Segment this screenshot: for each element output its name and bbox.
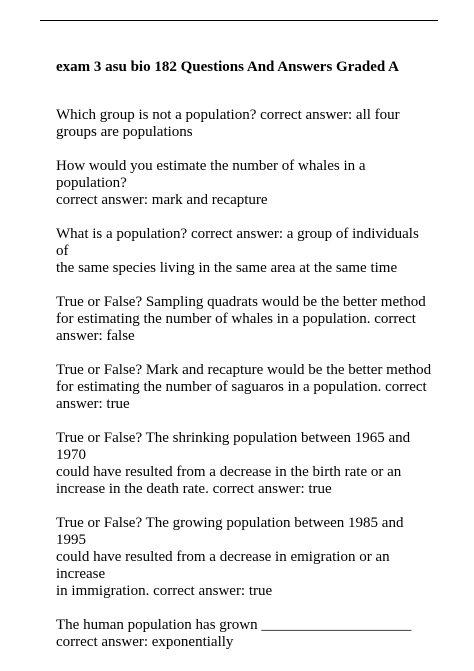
qa-item-7: True or False? The growing population between 1985 and 1995 could have resulted from a decrease in emigration or an increase in immigration. correct answer: true: [56, 515, 404, 599]
qa-list: [56, 107, 432, 668]
qa-item-1: Which group is not a population? correct answer: all four groups are populations: [56, 107, 400, 140]
qa-item-8: The human population has grown ____________________ correct answer: exponentially: [56, 617, 412, 650]
qa-item-3: What is a population? correct answer: a group of individuals of the same species living in the same area at the same time: [56, 226, 419, 276]
document-title: exam 3 asu bio 182 Questions And Answers Graded A: [56, 59, 399, 75]
qa-item-5: True or False? Mark and recapture would be the better method for estimating the number of saguaros in a population. correct answer: true: [56, 362, 432, 412]
qa-item-4: True or False? Sampling quadrats would be the better method for estimating the number of whales in a population. correct answer: false: [56, 294, 426, 344]
top-rule: [40, 20, 438, 21]
qa-item-2: How would you estimate the number of whales in a population? correct answer: mark and recapture: [56, 158, 366, 208]
qa-item-6: True or False? The shrinking population between 1965 and 1970 could have resulted from a decrease in the birth rate or an increase in the death rate. correct answer: true: [56, 430, 411, 497]
